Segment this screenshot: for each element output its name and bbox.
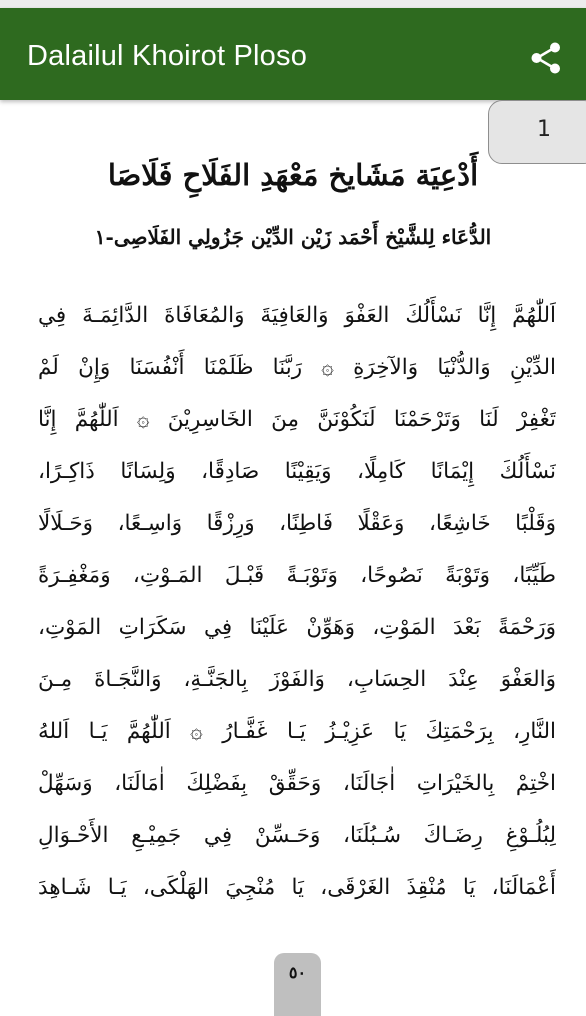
app-title: Dalailul Khoirot Ploso xyxy=(27,39,308,72)
prayer-line: نَسْأَلُكَ إِيْمَانًا كَامِلًا، وَيَقِيْنًا صَادِقًا، وَلِسَانًا ذَاكِـرًا، xyxy=(38,459,556,484)
prayer-title: أَدْعِيَة مَشَايخ مَعْهَدِ الفَلَاحِ فَلَاصَا xyxy=(107,158,479,192)
status-bar xyxy=(0,0,586,8)
prayer-line: اَللّٰهُمَّ إِنَّا نَسْأَلُكَ العَفْوَ وَالعَافِيَةَ وَالمُعَافَاةَ الدَّائِمَـةَ فِي xyxy=(38,303,556,328)
prayer-line: وَرَحْمَةً بَعْدَ المَوْتِ، وَهَوِّنْ عَلَيْنَا فِي سَكَرَاتِ المَوْتِ، xyxy=(38,615,556,640)
page-indicator-label: 1 xyxy=(537,117,551,142)
prayer-line: طَيِّبًا، وَتَوْبَةً نَصُوحًا، وَتَوْبَـةً قَبْـلَ المَـوْتِ، وَمَغْفِـرَةً xyxy=(38,563,556,588)
prayer-text xyxy=(38,290,556,914)
page-number: ٥٠ xyxy=(274,953,321,1016)
prayer-line: النَّارِ، بِرَحْمَتِكَ يَا عَزِيْـزُ يَـا غَفَّـارُ ۞ اَللّٰهُمَّ يَـا اَللهُ xyxy=(38,719,556,744)
prayer-line: اخْتِمْ بِالخَيْرَاتِ اٰجَالَنَا، وَحَقِّقْ بِفَضْلِكَ اٰمَالَنَا، وَسَهِّلْ xyxy=(38,771,556,796)
prayer-subtitle: الدُّعَاء لِلشَّيْخ أَحْمَد زَيْن الدِّيْن جَزُولِي الفَلَاصِى-١ xyxy=(94,225,492,249)
prayer-line: لِبُلُـوْغِ رِضَـاكَ سُـبُلَنَا، وَحَـسِّنْ فِي جَمِيْـعِ الأَحْـوَالِ xyxy=(38,823,556,848)
share-button[interactable] xyxy=(526,38,566,78)
prayer-line: وَالعَفْوَ عِنْدَ الحِسَابِ، وَالفَوْزَ بِالجَنَّـةِ، وَالنَّجَـاةَ مِـنَ xyxy=(38,667,556,692)
app-bar xyxy=(0,8,586,100)
share-icon xyxy=(528,40,564,76)
prayer-line: الدِّيْنِ وَالدُّنْيَا وَالآخِرَةِ ۞ رَبَّنَا ظَلَمْنَا أَنْفُسَنَا وَإِنْ لَمْ xyxy=(38,355,556,380)
prayer-line: أَعْمَالَنَا، يَا مُنْقِذَ الغَرْقَى، يَا مُنْجِيَ الهَلْكَى، يَـا شَـاهِدَ xyxy=(38,875,556,900)
page-indicator-badge[interactable] xyxy=(488,100,586,164)
prayer-line: وَقَلْبًا خَاشِعًا، وَعَقْلًا فَاطِنًا، وَرِزْقًا وَاسِـعًا، وَحَـلَالًا xyxy=(38,511,556,536)
prayer-line: تَغْفِرْ لَنَا وَتَرْحَمْنَا لَنَكُوْنَنَّ مِنَ الخَاسِرِيْنَ ۞ اَللّٰهُمَّ إِنَّا xyxy=(38,407,556,432)
